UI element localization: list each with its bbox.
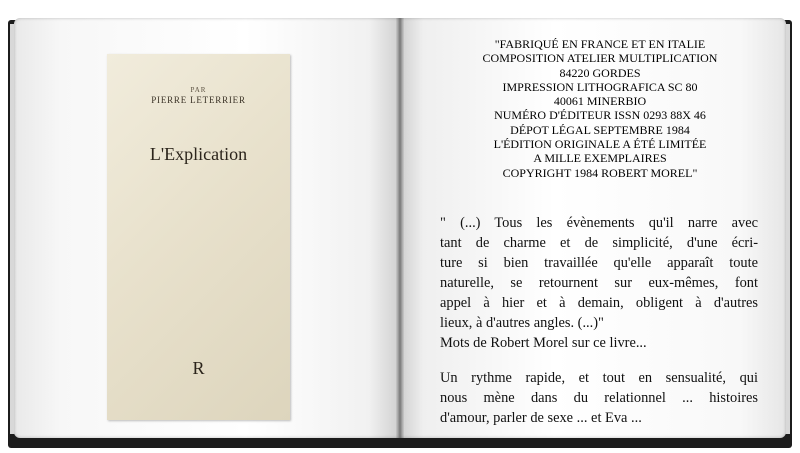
- book-cover-image: [107, 54, 290, 420]
- quote-line: ture si bien travaillée qu'elle apparaît toute: [440, 255, 758, 271]
- imprint-line: COMPOSITION ATELIER MULTIPLICATION: [482, 51, 718, 66]
- paragraph-line: nous mène dans du relationnel ... histoires: [440, 390, 758, 406]
- quote-line: lieux, à d'autres angles. (...)": [440, 315, 604, 331]
- quote-line: appel à hier et à demain, obligent à d'autres: [440, 295, 758, 311]
- quote-line: " (...) Tous les évènements qu'il narre avec: [440, 215, 758, 231]
- imprint-line: 40061 MINERBIO: [553, 94, 647, 109]
- description-paragraph: [440, 368, 758, 428]
- book-spine: [396, 18, 404, 438]
- imprint-line: COPYRIGHT 1984 ROBERT MOREL": [502, 165, 698, 180]
- cover-title: L'Explication: [149, 144, 248, 164]
- cover-author: PIERRE LETERRIER: [151, 95, 246, 105]
- quote-line: naturelle, se retournent sur eux-mêmes, font: [440, 275, 758, 291]
- imprint-line: NUMÉRO D'ÉDITEUR ISSN 0293 88X 46: [494, 108, 706, 123]
- imprint-line: A MILLE EXEMPLAIRES: [533, 151, 667, 166]
- quote-credit: Mots de Robert Morel sur ce livre...: [440, 335, 647, 351]
- quote-line: tant de charme et de simplicité, d'une écri-: [440, 235, 758, 251]
- cover-by: PAR: [190, 86, 207, 94]
- imprint-line: DÉPOT LÉGAL SEPTEMBRE 1984: [510, 122, 690, 137]
- imprint-line: "FABRIQUÉ EN FRANCE ET EN ITALIE: [494, 37, 706, 51]
- publisher-logo: R: [192, 358, 205, 378]
- imprint-block: [440, 37, 760, 180]
- paragraph-line: d'amour, parler de sexe ... et Eva ...: [440, 410, 642, 426]
- imprint-line: IMPRESSION LITHOGRAFICA SC 80: [502, 79, 698, 94]
- imprint-line: L'ÉDITION ORIGINALE A ÉTÉ LIMITÉE: [493, 137, 707, 152]
- paragraph-line: Un rythme rapide, et tout en sensualité, qui: [440, 370, 758, 386]
- imprint-line: 84220 GORDES: [559, 65, 641, 80]
- quote-block: [440, 213, 758, 333]
